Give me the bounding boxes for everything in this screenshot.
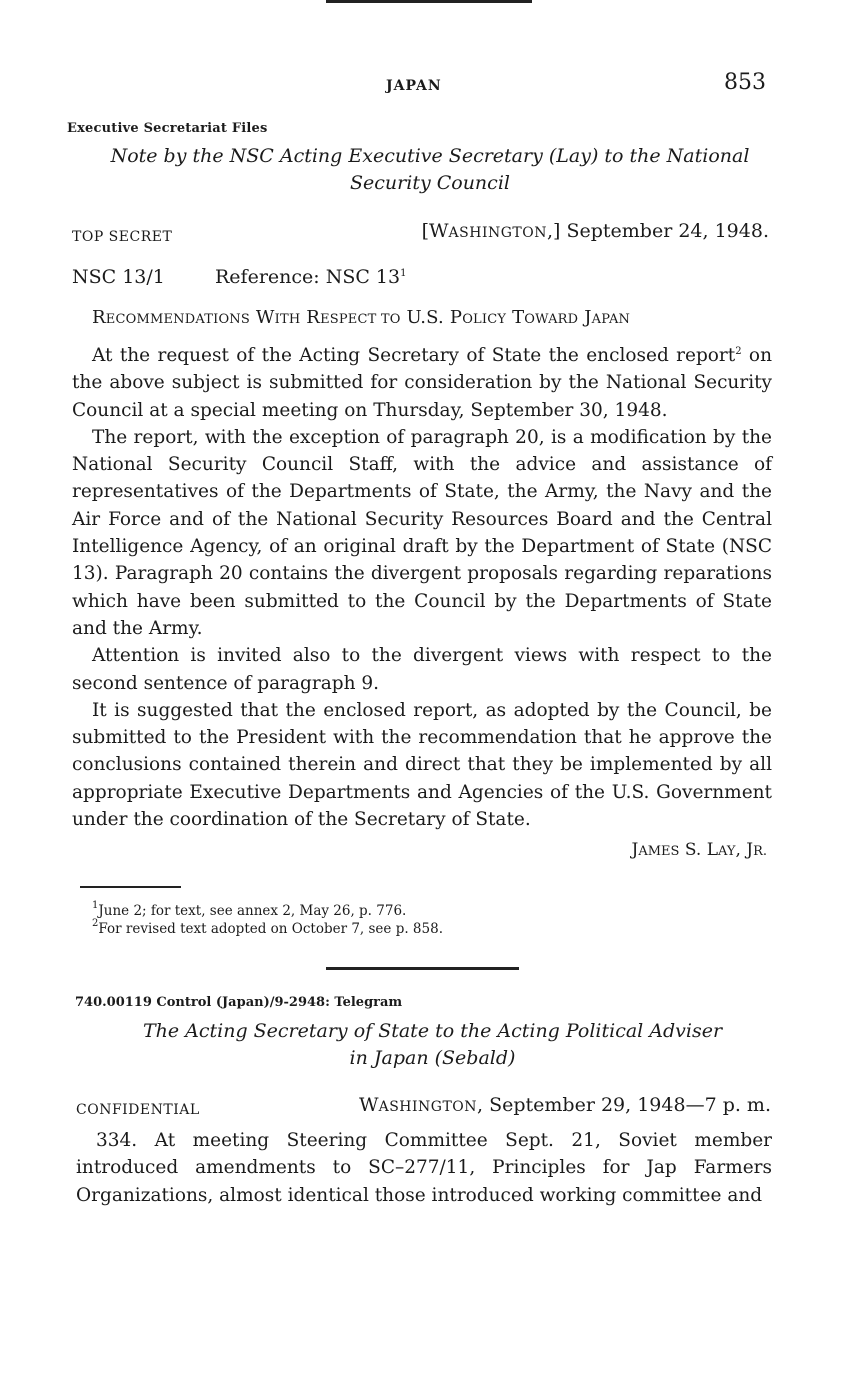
subject-heading — [92, 307, 630, 328]
footnote-mark-1: 1 — [400, 268, 407, 279]
document-separator-rule — [326, 967, 519, 970]
classification-marking: TOP SECRET — [72, 229, 173, 245]
document-title-line-1: Note by the NSC Acting Executive Secretary (Lay) to the National — [110, 145, 750, 167]
nsc-reference-label: Reference: NSC 13 — [215, 266, 401, 288]
body-paragraph-3: Attention is invited also to the divergent views with respect to the second sentence of paragraph 9. — [72, 645, 772, 694]
footnote-1: $^1$June 2; for text, see annex 2, May 26, p. 776. — [92, 900, 407, 919]
dateline-place-rest: ASHINGTON — [448, 225, 547, 241]
footnote-mark-2: 2 — [735, 346, 742, 357]
telegram-title — [60, 1018, 805, 1072]
telegram-source-citation: 740.00119 Control (Japan)/9-2948: Telegram — [75, 995, 403, 1010]
telegram-title-line-2: in Japan (Sebald) — [349, 1047, 516, 1069]
subject-word: RECOMMENDATIONS — [92, 307, 250, 328]
source-citation: Executive Secretariat Files — [67, 121, 268, 136]
telegram-dateline: WASHINGTON, September 29, 1948—7 p. m. — [359, 1094, 771, 1116]
subject-word: U.S. POLICY — [406, 307, 507, 328]
dateline — [422, 220, 769, 242]
nsc-reference — [215, 266, 407, 288]
telegram-title-line-1: The Acting Secretary of State to the Acting Political Adviser — [142, 1020, 723, 1042]
memo-body — [72, 342, 772, 833]
subject-word: WITH — [255, 307, 301, 328]
telegram-classification: CONFIDENTIAL — [76, 1102, 200, 1118]
dateline-place-initial: W — [429, 220, 449, 242]
subject-word: TOWARD — [512, 307, 579, 328]
footnote-2: $^2$For revised text adopted on October 7, see p. 858. — [92, 918, 443, 937]
body-paragraph-1: At the request of the Acting Secretary of State the enclosed report$^2$ on the above subject is submitted for consideration by the National Security Council at a special meeting on Thursday, September 30, 1948. — [72, 345, 772, 421]
subject-word: JAPAN — [584, 307, 631, 328]
document-title — [60, 143, 800, 197]
footnote-rule — [80, 886, 181, 888]
body-paragraph-4: It is suggested that the enclosed report, as adopted by the Council, be submitted to the President with the recommendation that he approve the conclusions contained therein and direct that they be implemented by all appropriate Executive Departments and Agencies of the U.S. Government under the coordination of the Secretary of State. — [72, 699, 772, 831]
page-number: 853 — [724, 70, 766, 95]
document-title-line-2: Security Council — [350, 172, 510, 194]
dateline-date: September 24, 1948. — [560, 220, 769, 242]
telegram-body — [76, 1127, 772, 1209]
top-edge-rule — [326, 0, 532, 3]
telegram-paragraph: 334. At meeting Steering Committee Sept. 21, Soviet member introduced amendments to SC–277/11, Principles for Jap Farmers Organizations, almost identical those introduced working committee and — [76, 1130, 772, 1206]
subject-word: RESPECT TO — [306, 307, 401, 328]
dateline-place-suffix: ,] — [547, 220, 561, 242]
signature: JAMES S. LAY, JR. — [631, 840, 767, 860]
body-paragraph-2: The report, with the exception of paragraph 20, is a modification by the National Security Council Staff, with the advice and assistance of representatives of the Departments of State, the Army, the Navy and the Air Force and of the National Security Resources Board and the Central Intelligence Agency, of an original draft by the Department of State (NSC 13). Paragraph 20 contains the divergent proposals regarding reparations which have been submitted to the Council by the Departments of State and the Army. — [72, 426, 772, 639]
dateline-place-prefix: [ — [421, 220, 430, 242]
nsc-number: NSC 13/1 — [72, 266, 165, 288]
running-head: JAPAN — [386, 78, 442, 94]
